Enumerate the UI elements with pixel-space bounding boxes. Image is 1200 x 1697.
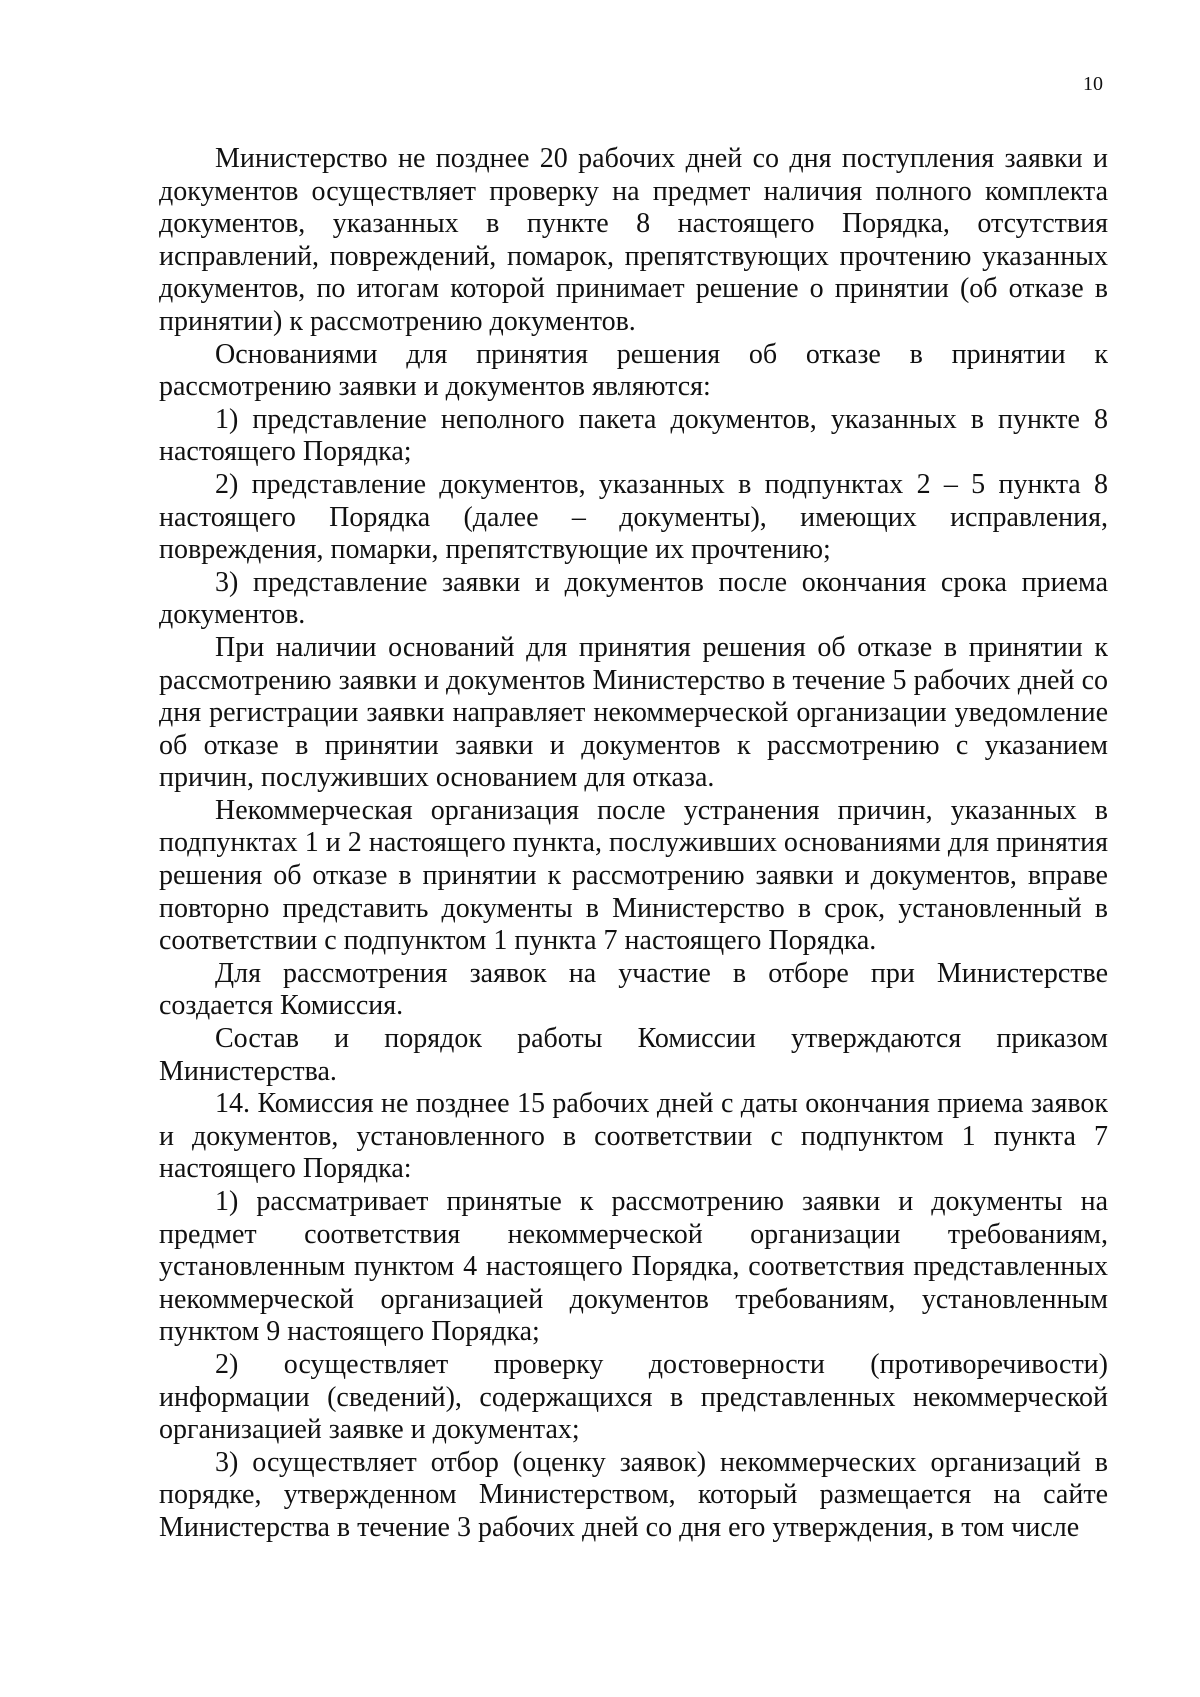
paragraph-ministry-review: Министерство не позднее 20 рабочих дней со дня поступления заявки и документов осуществляет проверку на предмет наличия полного комплекта документов, указанных в пункте 8 настоящего Порядка, отсутствия исправлений, повреждений, помарок, препятствующих прочтению указанных документов, по итогам которой принимает решение о принятии (об отказе в принятии) к рассмотрению документов. bbox=[159, 143, 1108, 337]
paragraph-refusal-notice: При наличии оснований для принятия решения об отказе в принятии к рассмотрению заявки и документов Министерство в течение 5 рабочих дней со дня регистрации заявки направляет некоммерческой организации уведомление об отказе в принятии заявки и документов к рассмотрению с указанием причин, послуживших основанием для отказа. bbox=[159, 631, 1108, 794]
paragraph-refusal-grounds: Основаниями для принятия решения об отказе в принятии к рассмотрению заявки и документов являются: bbox=[159, 338, 1108, 403]
paragraph-commission-composition: Состав и порядок работы Комиссии утверждаются приказом Министерства. bbox=[159, 1023, 1108, 1087]
paragraph-ground-1: 1) представление неполного пакета документов, указанных в пункте 8 настоящего Порядка; bbox=[159, 403, 1108, 468]
paragraph-item-14: 14. Комиссия не позднее 15 рабочих дней с даты окончания приема заявок и документов, установленного в соответствии с подпунктом 1 пункта 7 настоящего Порядка: bbox=[159, 1088, 1108, 1185]
paragraph-item-14-1: 1) рассматривает принятые к рассмотрению заявки и документы на предмет соответствия некоммерческой организации требованиям, установленным пунктом 4 настоящего Порядка, соответствия представленных некоммерческой организацией документов требованиям, установленным пунктом 9 настоящего Порядка; bbox=[159, 1186, 1108, 1348]
page-number: 10 bbox=[1083, 73, 1103, 95]
paragraph-ground-3: 3) представление заявки и документов после окончания срока приема документов. bbox=[159, 566, 1108, 631]
paragraph-item-14-3: 3) осуществляет отбор (оценку заявок) некоммерческих организаций в порядке, утвержденном Министерством, который размещается на сайте Министерства в течение 3 рабочих дней со дня его утверждения, в том числе bbox=[159, 1446, 1108, 1543]
document-body bbox=[159, 143, 1108, 1545]
paragraph-resubmission: Некоммерческая организация после устранения причин, указанных в подпунктах 1 и 2 настоящего пункта, послуживших основаниями для принятия решения об отказе в принятии к рассмотрению заявки и документов, вправе повторно представить документы в Министерство в срок, установленный в соответствии с подпунктом 1 пункта 7 настоящего Порядка. bbox=[159, 794, 1108, 957]
paragraph-commission-created: Для рассмотрения заявок на участие в отборе при Министерстве создается Комиссия. bbox=[159, 957, 1108, 1022]
paragraph-item-14-2: 2) осуществляет проверку достоверности (противоречивости) информации (сведений), содержащихся в представленных некоммерческой организацией заявке и документах; bbox=[159, 1348, 1108, 1446]
paragraph-ground-2: 2) представление документов, указанных в подпунктах 2 – 5 пункта 8 настоящего Порядка (далее – документы), имеющих исправления, повреждения, помарки, препятствующие их прочтению; bbox=[159, 468, 1108, 566]
